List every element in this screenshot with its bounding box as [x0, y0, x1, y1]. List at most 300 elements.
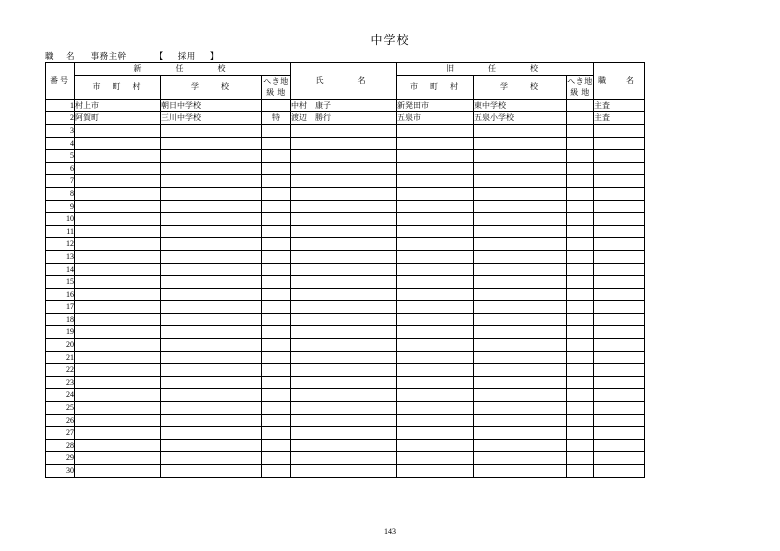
cell-city-new — [75, 250, 161, 263]
cell-city-old — [397, 427, 474, 440]
cell-city-old — [397, 439, 474, 452]
table-row — [46, 250, 645, 263]
cell-remote-new — [262, 150, 291, 163]
row-number: 29 — [46, 452, 75, 465]
cell-name — [291, 427, 397, 440]
cell-remote-old — [567, 465, 594, 478]
cell-city-old — [397, 351, 474, 364]
row-number: 1 — [46, 99, 75, 112]
cell-remote-new — [262, 99, 291, 112]
cell-school-old — [474, 465, 567, 478]
cell-post — [594, 187, 645, 200]
cell-city-old — [397, 250, 474, 263]
cell-remote-old — [567, 238, 594, 251]
cell-city-old — [397, 187, 474, 200]
table-row — [46, 364, 645, 377]
cell-post — [594, 402, 645, 415]
table-row — [46, 402, 645, 415]
cell-name — [291, 150, 397, 163]
row-number: 24 — [46, 389, 75, 402]
table-row — [46, 288, 645, 301]
table-row — [46, 99, 645, 112]
column-header-remote-old: へき地 級 地 — [567, 75, 594, 99]
post-header — [45, 50, 219, 62]
cell-remote-new — [262, 250, 291, 263]
cell-city-old — [397, 225, 474, 238]
cell-school-old — [474, 175, 567, 188]
table-row — [46, 263, 645, 276]
cell-remote-old — [567, 389, 594, 402]
cell-school-old — [474, 351, 567, 364]
cell-remote-new — [262, 238, 291, 251]
cell-school-new — [161, 213, 262, 226]
column-header-remote-new: へき地 級 地 — [262, 75, 291, 99]
cell-remote-new — [262, 187, 291, 200]
row-number: 20 — [46, 339, 75, 352]
cell-remote-old — [567, 351, 594, 364]
table-row — [46, 187, 645, 200]
table-group-header-row — [46, 63, 645, 76]
row-number: 25 — [46, 402, 75, 415]
cell-city-new — [75, 326, 161, 339]
cell-city-new — [75, 301, 161, 314]
table-row — [46, 465, 645, 478]
cell-remote-old — [567, 124, 594, 137]
cell-city-old — [397, 263, 474, 276]
cell-city-old: 新発田市 — [397, 99, 474, 112]
cell-name — [291, 339, 397, 352]
row-number: 10 — [46, 213, 75, 226]
cell-city-new: 村上市 — [75, 99, 161, 112]
cell-remote-new — [262, 175, 291, 188]
cell-city-old — [397, 313, 474, 326]
cell-post — [594, 389, 645, 402]
post-label: 職 名 — [45, 51, 77, 61]
cell-school-old — [474, 137, 567, 150]
cell-city-old — [397, 452, 474, 465]
cell-remote-new — [262, 200, 291, 213]
bracket-close: 】 — [209, 51, 219, 61]
cell-name — [291, 225, 397, 238]
cell-post — [594, 276, 645, 289]
cell-remote-old — [567, 213, 594, 226]
cell-city-old — [397, 339, 474, 352]
group-header-old-school: 旧 任 校 — [397, 63, 594, 76]
cell-name — [291, 213, 397, 226]
cell-school-new — [161, 427, 262, 440]
cell-school-new — [161, 376, 262, 389]
cell-school-new — [161, 351, 262, 364]
cell-city-old — [397, 175, 474, 188]
cell-post — [594, 351, 645, 364]
cell-remote-new — [262, 213, 291, 226]
cell-post — [594, 200, 645, 213]
cell-school-new — [161, 465, 262, 478]
group-header-new-school: 新 任 校 — [75, 63, 291, 76]
cell-city-new — [75, 263, 161, 276]
cell-name — [291, 276, 397, 289]
cell-name — [291, 200, 397, 213]
cell-post: 主査 — [594, 112, 645, 125]
cell-name — [291, 326, 397, 339]
table-header — [46, 63, 645, 100]
row-number: 6 — [46, 162, 75, 175]
cell-remote-new — [262, 452, 291, 465]
row-number: 28 — [46, 439, 75, 452]
cell-post — [594, 376, 645, 389]
cell-school-new — [161, 187, 262, 200]
cell-remote-old — [567, 326, 594, 339]
cell-remote-old — [567, 452, 594, 465]
cell-post — [594, 439, 645, 452]
bracket-open: 【 — [154, 51, 164, 61]
cell-school-old — [474, 313, 567, 326]
row-number: 23 — [46, 376, 75, 389]
cell-name — [291, 301, 397, 314]
row-number: 13 — [46, 250, 75, 263]
cell-remote-new — [262, 376, 291, 389]
cell-remote-new: 特 — [262, 112, 291, 125]
cell-school-new — [161, 150, 262, 163]
row-number: 18 — [46, 313, 75, 326]
cell-remote-old — [567, 313, 594, 326]
cell-remote-old — [567, 339, 594, 352]
cell-city-old — [397, 465, 474, 478]
page-number: 143 — [384, 527, 396, 536]
cell-city-old — [397, 137, 474, 150]
cell-school-new — [161, 263, 262, 276]
row-number: 8 — [46, 187, 75, 200]
cell-city-new — [75, 124, 161, 137]
cell-remote-old — [567, 150, 594, 163]
cell-school-new — [161, 326, 262, 339]
cell-school-old — [474, 402, 567, 415]
cell-school-new — [161, 200, 262, 213]
cell-school-new — [161, 452, 262, 465]
column-header-post: 職 名 — [594, 63, 645, 100]
table-body — [46, 99, 645, 477]
cell-post — [594, 414, 645, 427]
cell-school-new — [161, 389, 262, 402]
cell-remote-old — [567, 301, 594, 314]
cell-remote-new — [262, 225, 291, 238]
cell-school-old — [474, 326, 567, 339]
cell-school-new — [161, 364, 262, 377]
cell-remote-old — [567, 137, 594, 150]
cell-school-new: 朝日中学校 — [161, 99, 262, 112]
cell-post — [594, 225, 645, 238]
cell-post — [594, 339, 645, 352]
cell-remote-new — [262, 389, 291, 402]
cell-remote-new — [262, 414, 291, 427]
table-row — [46, 439, 645, 452]
table-row — [46, 301, 645, 314]
cell-remote-new — [262, 301, 291, 314]
cell-remote-old — [567, 225, 594, 238]
cell-city-new — [75, 364, 161, 377]
cell-name — [291, 452, 397, 465]
cell-school-new: 三川中学校 — [161, 112, 262, 125]
cell-remote-old — [567, 187, 594, 200]
cell-city-new — [75, 288, 161, 301]
cell-school-new — [161, 339, 262, 352]
cell-remote-old — [567, 263, 594, 276]
cell-post — [594, 175, 645, 188]
cell-name: 中村 康子 — [291, 99, 397, 112]
row-number: 16 — [46, 288, 75, 301]
cell-school-old — [474, 288, 567, 301]
cell-city-new — [75, 276, 161, 289]
table-row — [46, 276, 645, 289]
cell-remote-old — [567, 376, 594, 389]
cell-name — [291, 238, 397, 251]
cell-post — [594, 162, 645, 175]
cell-post — [594, 313, 645, 326]
cell-school-new — [161, 250, 262, 263]
cell-school-new — [161, 137, 262, 150]
cell-school-old — [474, 389, 567, 402]
cell-remote-old — [567, 402, 594, 415]
cell-city-new — [75, 313, 161, 326]
row-number: 30 — [46, 465, 75, 478]
cell-name — [291, 313, 397, 326]
cell-city-new — [75, 452, 161, 465]
cell-school-old — [474, 376, 567, 389]
table-row — [46, 175, 645, 188]
cell-remote-new — [262, 276, 291, 289]
cell-remote-old — [567, 99, 594, 112]
cell-city-new — [75, 439, 161, 452]
cell-remote-new — [262, 439, 291, 452]
cell-post — [594, 326, 645, 339]
status-badge — [155, 51, 219, 61]
cell-city-new — [75, 465, 161, 478]
cell-remote-new — [262, 364, 291, 377]
table-row — [46, 137, 645, 150]
cell-school-old — [474, 238, 567, 251]
cell-name — [291, 187, 397, 200]
cell-remote-new — [262, 465, 291, 478]
cell-city-old — [397, 402, 474, 415]
row-number: 15 — [46, 276, 75, 289]
cell-school-new — [161, 276, 262, 289]
cell-city-new — [75, 339, 161, 352]
cell-remote-old — [567, 427, 594, 440]
row-number: 12 — [46, 238, 75, 251]
cell-remote-old — [567, 250, 594, 263]
row-number: 3 — [46, 124, 75, 137]
cell-school-old — [474, 200, 567, 213]
cell-city-new — [75, 175, 161, 188]
table-row — [46, 238, 645, 251]
cell-remote-old — [567, 175, 594, 188]
cell-remote-new — [262, 124, 291, 137]
cell-remote-new — [262, 339, 291, 352]
cell-city-new — [75, 200, 161, 213]
table-row — [46, 389, 645, 402]
cell-name — [291, 263, 397, 276]
column-header-school-new: 学 校 — [161, 75, 262, 99]
cell-name — [291, 389, 397, 402]
cell-name — [291, 137, 397, 150]
cell-city-old — [397, 124, 474, 137]
cell-city-old — [397, 150, 474, 163]
cell-post — [594, 364, 645, 377]
cell-school-new — [161, 225, 262, 238]
cell-city-old — [397, 162, 474, 175]
cell-city-old — [397, 326, 474, 339]
cell-city-new — [75, 389, 161, 402]
cell-school-old — [474, 213, 567, 226]
cell-city-old — [397, 364, 474, 377]
cell-city-new — [75, 238, 161, 251]
cell-remote-old — [567, 288, 594, 301]
table-row — [46, 376, 645, 389]
cell-school-new — [161, 301, 262, 314]
cell-post — [594, 137, 645, 150]
row-number: 21 — [46, 351, 75, 364]
cell-name — [291, 124, 397, 137]
cell-post — [594, 150, 645, 163]
table-row — [46, 112, 645, 125]
cell-post — [594, 427, 645, 440]
cell-name — [291, 414, 397, 427]
cell-remote-old — [567, 439, 594, 452]
row-number: 19 — [46, 326, 75, 339]
cell-school-old — [474, 414, 567, 427]
cell-city-new — [75, 213, 161, 226]
column-header-city-old: 市 町 村 — [397, 75, 474, 99]
cell-remote-old — [567, 162, 594, 175]
cell-city-new — [75, 162, 161, 175]
row-number: 26 — [46, 414, 75, 427]
cell-city-new: 阿賀町 — [75, 112, 161, 125]
cell-name — [291, 376, 397, 389]
cell-city-old — [397, 276, 474, 289]
cell-city-old — [397, 389, 474, 402]
cell-post — [594, 238, 645, 251]
cell-school-old — [474, 301, 567, 314]
cell-city-old — [397, 376, 474, 389]
row-number: 7 — [46, 175, 75, 188]
cell-school-new — [161, 238, 262, 251]
cell-post: 主査 — [594, 99, 645, 112]
cell-school-old: 東中学校 — [474, 99, 567, 112]
cell-school-new — [161, 402, 262, 415]
cell-remote-old — [567, 276, 594, 289]
table-row — [46, 326, 645, 339]
cell-post — [594, 301, 645, 314]
table-row — [46, 351, 645, 364]
cell-remote-old — [567, 200, 594, 213]
cell-name — [291, 465, 397, 478]
table-row — [46, 339, 645, 352]
post-value: 事務主幹 — [90, 51, 127, 61]
cell-post — [594, 452, 645, 465]
cell-name — [291, 364, 397, 377]
row-number: 9 — [46, 200, 75, 213]
cell-name — [291, 439, 397, 452]
cell-city-old: 五泉市 — [397, 112, 474, 125]
cell-school-old — [474, 250, 567, 263]
table-row — [46, 427, 645, 440]
cell-remote-new — [262, 326, 291, 339]
cell-school-old — [474, 263, 567, 276]
table-row — [46, 313, 645, 326]
cell-post — [594, 263, 645, 276]
cell-city-new — [75, 187, 161, 200]
cell-school-old — [474, 339, 567, 352]
cell-school-old — [474, 452, 567, 465]
table-row — [46, 200, 645, 213]
cell-city-old — [397, 200, 474, 213]
table-row — [46, 225, 645, 238]
cell-post — [594, 213, 645, 226]
cell-post — [594, 250, 645, 263]
cell-remote-new — [262, 427, 291, 440]
cell-city-new — [75, 351, 161, 364]
cell-remote-new — [262, 351, 291, 364]
cell-name — [291, 162, 397, 175]
row-number: 11 — [46, 225, 75, 238]
cell-remote-old — [567, 414, 594, 427]
cell-school-old — [474, 225, 567, 238]
cell-post — [594, 124, 645, 137]
cell-remote-old — [567, 112, 594, 125]
table-row — [46, 162, 645, 175]
row-number: 4 — [46, 137, 75, 150]
cell-name — [291, 175, 397, 188]
cell-city-new — [75, 137, 161, 150]
column-header-city-new: 市 町 村 — [75, 75, 161, 99]
cell-school-old — [474, 187, 567, 200]
row-number: 22 — [46, 364, 75, 377]
page-title: 中学校 — [370, 33, 410, 47]
cell-city-new — [75, 225, 161, 238]
cell-city-new — [75, 150, 161, 163]
row-number: 2 — [46, 112, 75, 125]
table-row — [46, 452, 645, 465]
cell-school-new — [161, 124, 262, 137]
cell-school-old — [474, 364, 567, 377]
transfer-table — [45, 62, 645, 478]
cell-school-new — [161, 439, 262, 452]
row-number: 17 — [46, 301, 75, 314]
cell-remote-new — [262, 288, 291, 301]
cell-name — [291, 351, 397, 364]
row-number: 5 — [46, 150, 75, 163]
cell-school-new — [161, 414, 262, 427]
cell-school-old — [474, 276, 567, 289]
cell-post — [594, 288, 645, 301]
cell-name — [291, 402, 397, 415]
cell-city-old — [397, 301, 474, 314]
cell-school-new — [161, 162, 262, 175]
cell-remote-new — [262, 313, 291, 326]
cell-school-old: 五泉小学校 — [474, 112, 567, 125]
cell-school-old — [474, 162, 567, 175]
cell-remote-new — [262, 162, 291, 175]
cell-school-new — [161, 313, 262, 326]
row-number: 27 — [46, 427, 75, 440]
cell-remote-new — [262, 402, 291, 415]
row-number: 14 — [46, 263, 75, 276]
cell-name: 渡辺 勝行 — [291, 112, 397, 125]
cell-city-old — [397, 414, 474, 427]
cell-city-new — [75, 414, 161, 427]
cell-school-new — [161, 288, 262, 301]
bracket-text: 採用 — [177, 51, 196, 61]
